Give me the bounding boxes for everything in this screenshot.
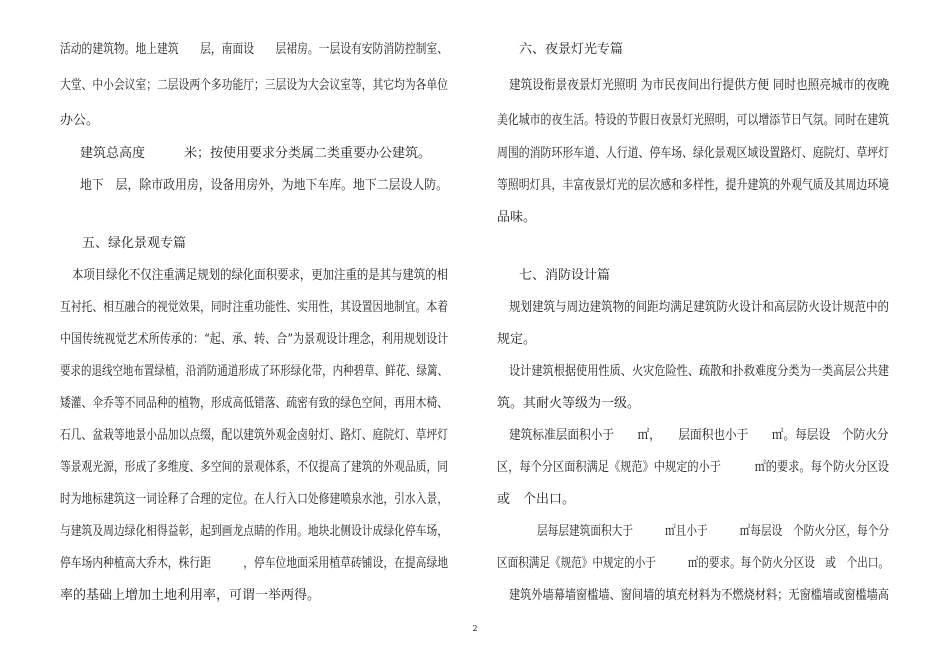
text-line: 规划建筑与周边建筑物的间距均满足建筑防火设计和高层防火设计规范中的 — [509, 300, 890, 315]
text-line: 设计建筑根据使用性质、火灾危险性、疏散和扑救难度分类为一类高层公共建 — [509, 364, 890, 379]
text-line: 或 个出口。 — [497, 492, 576, 507]
text-line: 办公。 — [60, 113, 100, 128]
text-line: 中国传统视觉艺术所传承的：“起、承、转、合”为景观设计理念，利用规划设计 — [60, 332, 449, 347]
page-number: 2 — [472, 624, 478, 633]
text-line: 率的基础上增加土地利用率，可谓一举两得。 — [60, 588, 321, 603]
text-line: 等照明灯具，丰富夜景灯光的层次感和多样性，提升建筑的外观气质及其周边环境 — [497, 178, 890, 193]
text-line: 本项目绿化不仅注重满足规划的绿化面积要求，更加注重的是其与建筑的相 — [72, 268, 449, 283]
text-line: 建筑总高度 米；按使用要求分类属二类重要办公建筑。 — [80, 146, 432, 161]
text-line: 区面积满足《规范》中规定的小于 ㎡的要求。每个防火分区设 或 个出口。 — [497, 556, 890, 571]
text-line: 等景观光源，形成了多维度、多空间的景观体系，不仅提高了建筑的外观品质，同 — [60, 460, 449, 475]
text-line: 石几、盆栽等地景小品加以点缀，配以建筑外观金卤射灯、路灯、庭院灯、草坪灯 — [60, 428, 449, 443]
text-line: 筑。其耐火等级为一级。 — [497, 396, 641, 411]
text-line: 与建筑及周边绿化相得益彰，起到画龙点睛的作用。地块北侧设计成绿化停车场， — [60, 524, 449, 539]
text-line: 要求的退线空地布置绿植，沿消防通道形成了环形绿化带，内种碧草、鲜花、绿篱、 — [60, 364, 449, 379]
text-line: 品味。 — [497, 210, 537, 225]
text-line: 互衬托、相互融合的视觉效果，同时注重功能性、实用性，其设置因地制宜。本着 — [60, 300, 449, 315]
text-line: 美化城市的夜生活。特设的节假日夜景灯光照明，可以增添节日气氛。同时在建筑 — [497, 113, 890, 128]
text-line: 建筑外墙幕墙窗槛墙、窗间墙的填充材料为不燃烧材料；无窗槛墙或窗槛墙高 — [509, 588, 890, 603]
text-line: 建筑标准层面积小于 ㎡， 层面积也小于 ㎡。每层设 个防火分 — [509, 428, 889, 443]
text-line: 建筑设衔景夜景灯光照明 为市民夜间出行提供方便 同时也照亮城市的夜晚 — [509, 78, 890, 93]
text-line: 矮灌、伞乔等不同品种的植物，形成高低错落、疏密有致的绿色空间，再用木椅、 — [60, 396, 449, 411]
section-heading: 五、绿化景观专篇 — [82, 236, 187, 251]
text-line: 活动的建筑物。地上建筑 层，南面设 层裙房。一层设有安防消防控制室、 — [60, 42, 449, 57]
text-line: 周围的消防环形车道、人行道、停车场、绿化景观区域设置路灯、庭院灯、草坪灯 — [497, 146, 890, 161]
text-line: 停车场内种植高大乔木，株行距 ，停车位地面采用植草砖铺设，在提高绿地 — [60, 556, 449, 571]
text-line: 规定。 — [497, 332, 537, 347]
text-line: 层每层建筑面积大于 ㎡且小于 ㎡每层设 个防火分区，每个分 — [537, 524, 890, 539]
section-heading: 七、消防设计篇 — [519, 268, 611, 283]
text-line: 地下 层，除市政用房，设备用房外，为地下车库。地下二层设人防。 — [80, 178, 449, 193]
text-line: 区，每个分区面积满足《规范》中规定的小于 ㎡的要求。每个防火分区设 — [497, 460, 890, 475]
text-line: 时为地标建筑这一词诠释了合理的定位。在人行入口处修建喷泉水池，引水入景， — [60, 492, 449, 507]
text-line: 大堂、中小会议室；二层设两个多功能厅；三层设为大会议室等，其它均为各单位 — [60, 78, 449, 93]
section-heading: 六、夜景灯光专篇 — [519, 42, 624, 57]
